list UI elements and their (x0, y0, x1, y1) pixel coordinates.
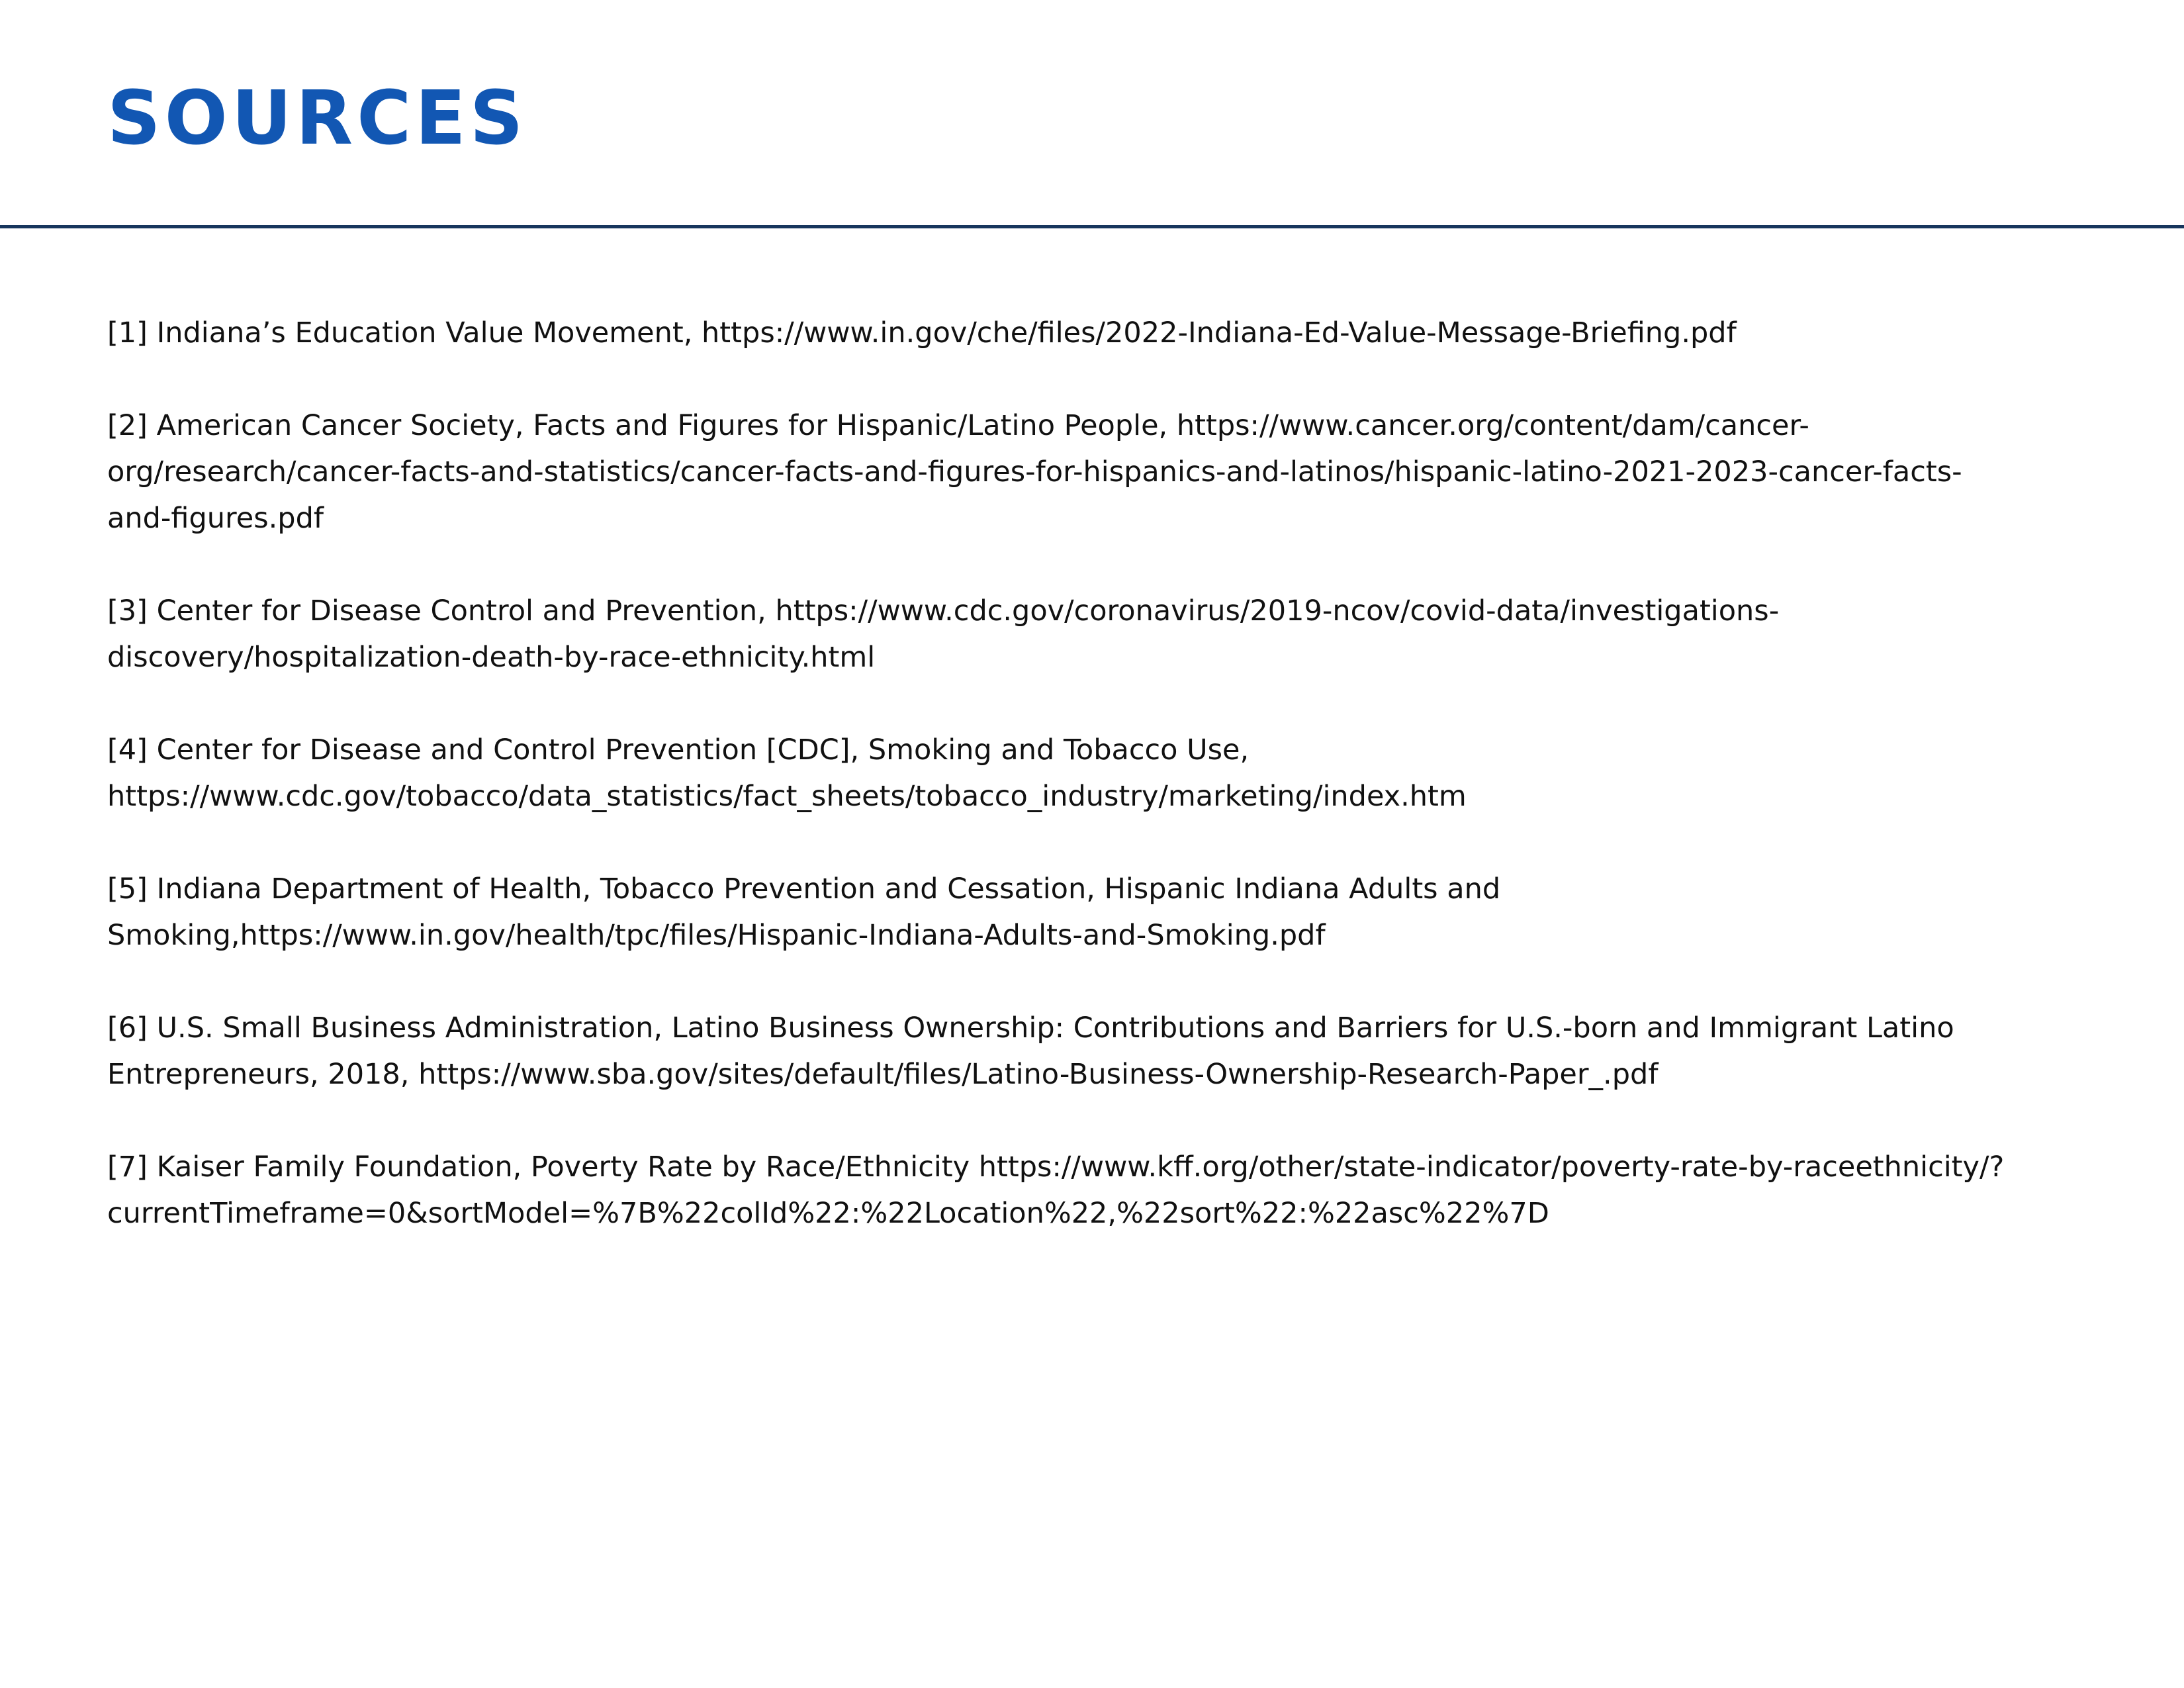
source-line[interactable]: currentTimeframe=0&sortModel=%7B%22colId%22:%22Location%22,%22sort%22:%22asc%22%7D (107, 1197, 1549, 1230)
source-entry-1 (107, 310, 2093, 356)
source-entry-4 (107, 727, 2093, 820)
source-entry-5 (107, 866, 2093, 959)
source-line[interactable]: https://www.cdc.gov/tobacco/data_statistics/fact_sheets/tobacco_industry/marketing/index.htm (107, 780, 1467, 813)
source-line[interactable]: Entrepreneurs, 2018, https://www.sba.gov/sites/default/files/Latino-Business-Ownership-Research-Paper_.pdf (107, 1058, 1659, 1091)
source-line: [5] Indiana Department of Health, Tobacco Prevention and Cessation, Hispanic Indiana Adults and (107, 872, 1501, 906)
source-entry-2 (107, 402, 2093, 541)
source-line[interactable]: Smoking,https://www.in.gov/health/tpc/files/Hispanic-Indiana-Adults-and-Smoking.pdf (107, 919, 1326, 952)
source-line[interactable]: [3] Center for Disease Control and Prevention, https://www.cdc.gov/coronavirus/2019-ncov/covid-data/investigations- (107, 594, 1780, 628)
source-entry-3 (107, 588, 2093, 680)
sources-list (107, 310, 2093, 1283)
source-line[interactable]: discovery/hospitalization-death-by-race-ethnicity.html (107, 641, 876, 674)
source-line[interactable]: [7] Kaiser Family Foundation, Poverty Rate by Race/Ethnicity https://www.kff.org/other/state-indicator/poverty-rate-by-raceethnicity/? (107, 1150, 2005, 1184)
header-divider (0, 225, 2184, 228)
source-line[interactable]: [1] Indiana’s Education Value Movement, https://www.in.gov/che/files/2022-Indiana-Ed-Value-Message-Briefing.pdf (107, 316, 1737, 350)
page-title: SOURCES (107, 75, 527, 162)
source-line: [6] U.S. Small Business Administration, Latino Business Ownership: Contributions and Barriers for U.S.-born and Immigrant Latino (107, 1011, 1954, 1045)
source-line[interactable]: org/research/cancer-facts-and-statistics/cancer-facts-and-figures-for-hispanics-and-latinos/hispanic-latino-2021-2023-cancer-facts- (107, 455, 1962, 489)
source-line[interactable]: [2] American Cancer Society, Facts and Figures for Hispanic/Latino People, https://www.cancer.org/content/dam/cancer- (107, 409, 1809, 442)
source-line[interactable]: and-figures.pdf (107, 502, 324, 535)
source-entry-7 (107, 1144, 2093, 1237)
source-line: [4] Center for Disease and Control Prevention [CDC], Smoking and Tobacco Use, (107, 733, 1250, 767)
source-entry-6 (107, 1005, 2093, 1098)
